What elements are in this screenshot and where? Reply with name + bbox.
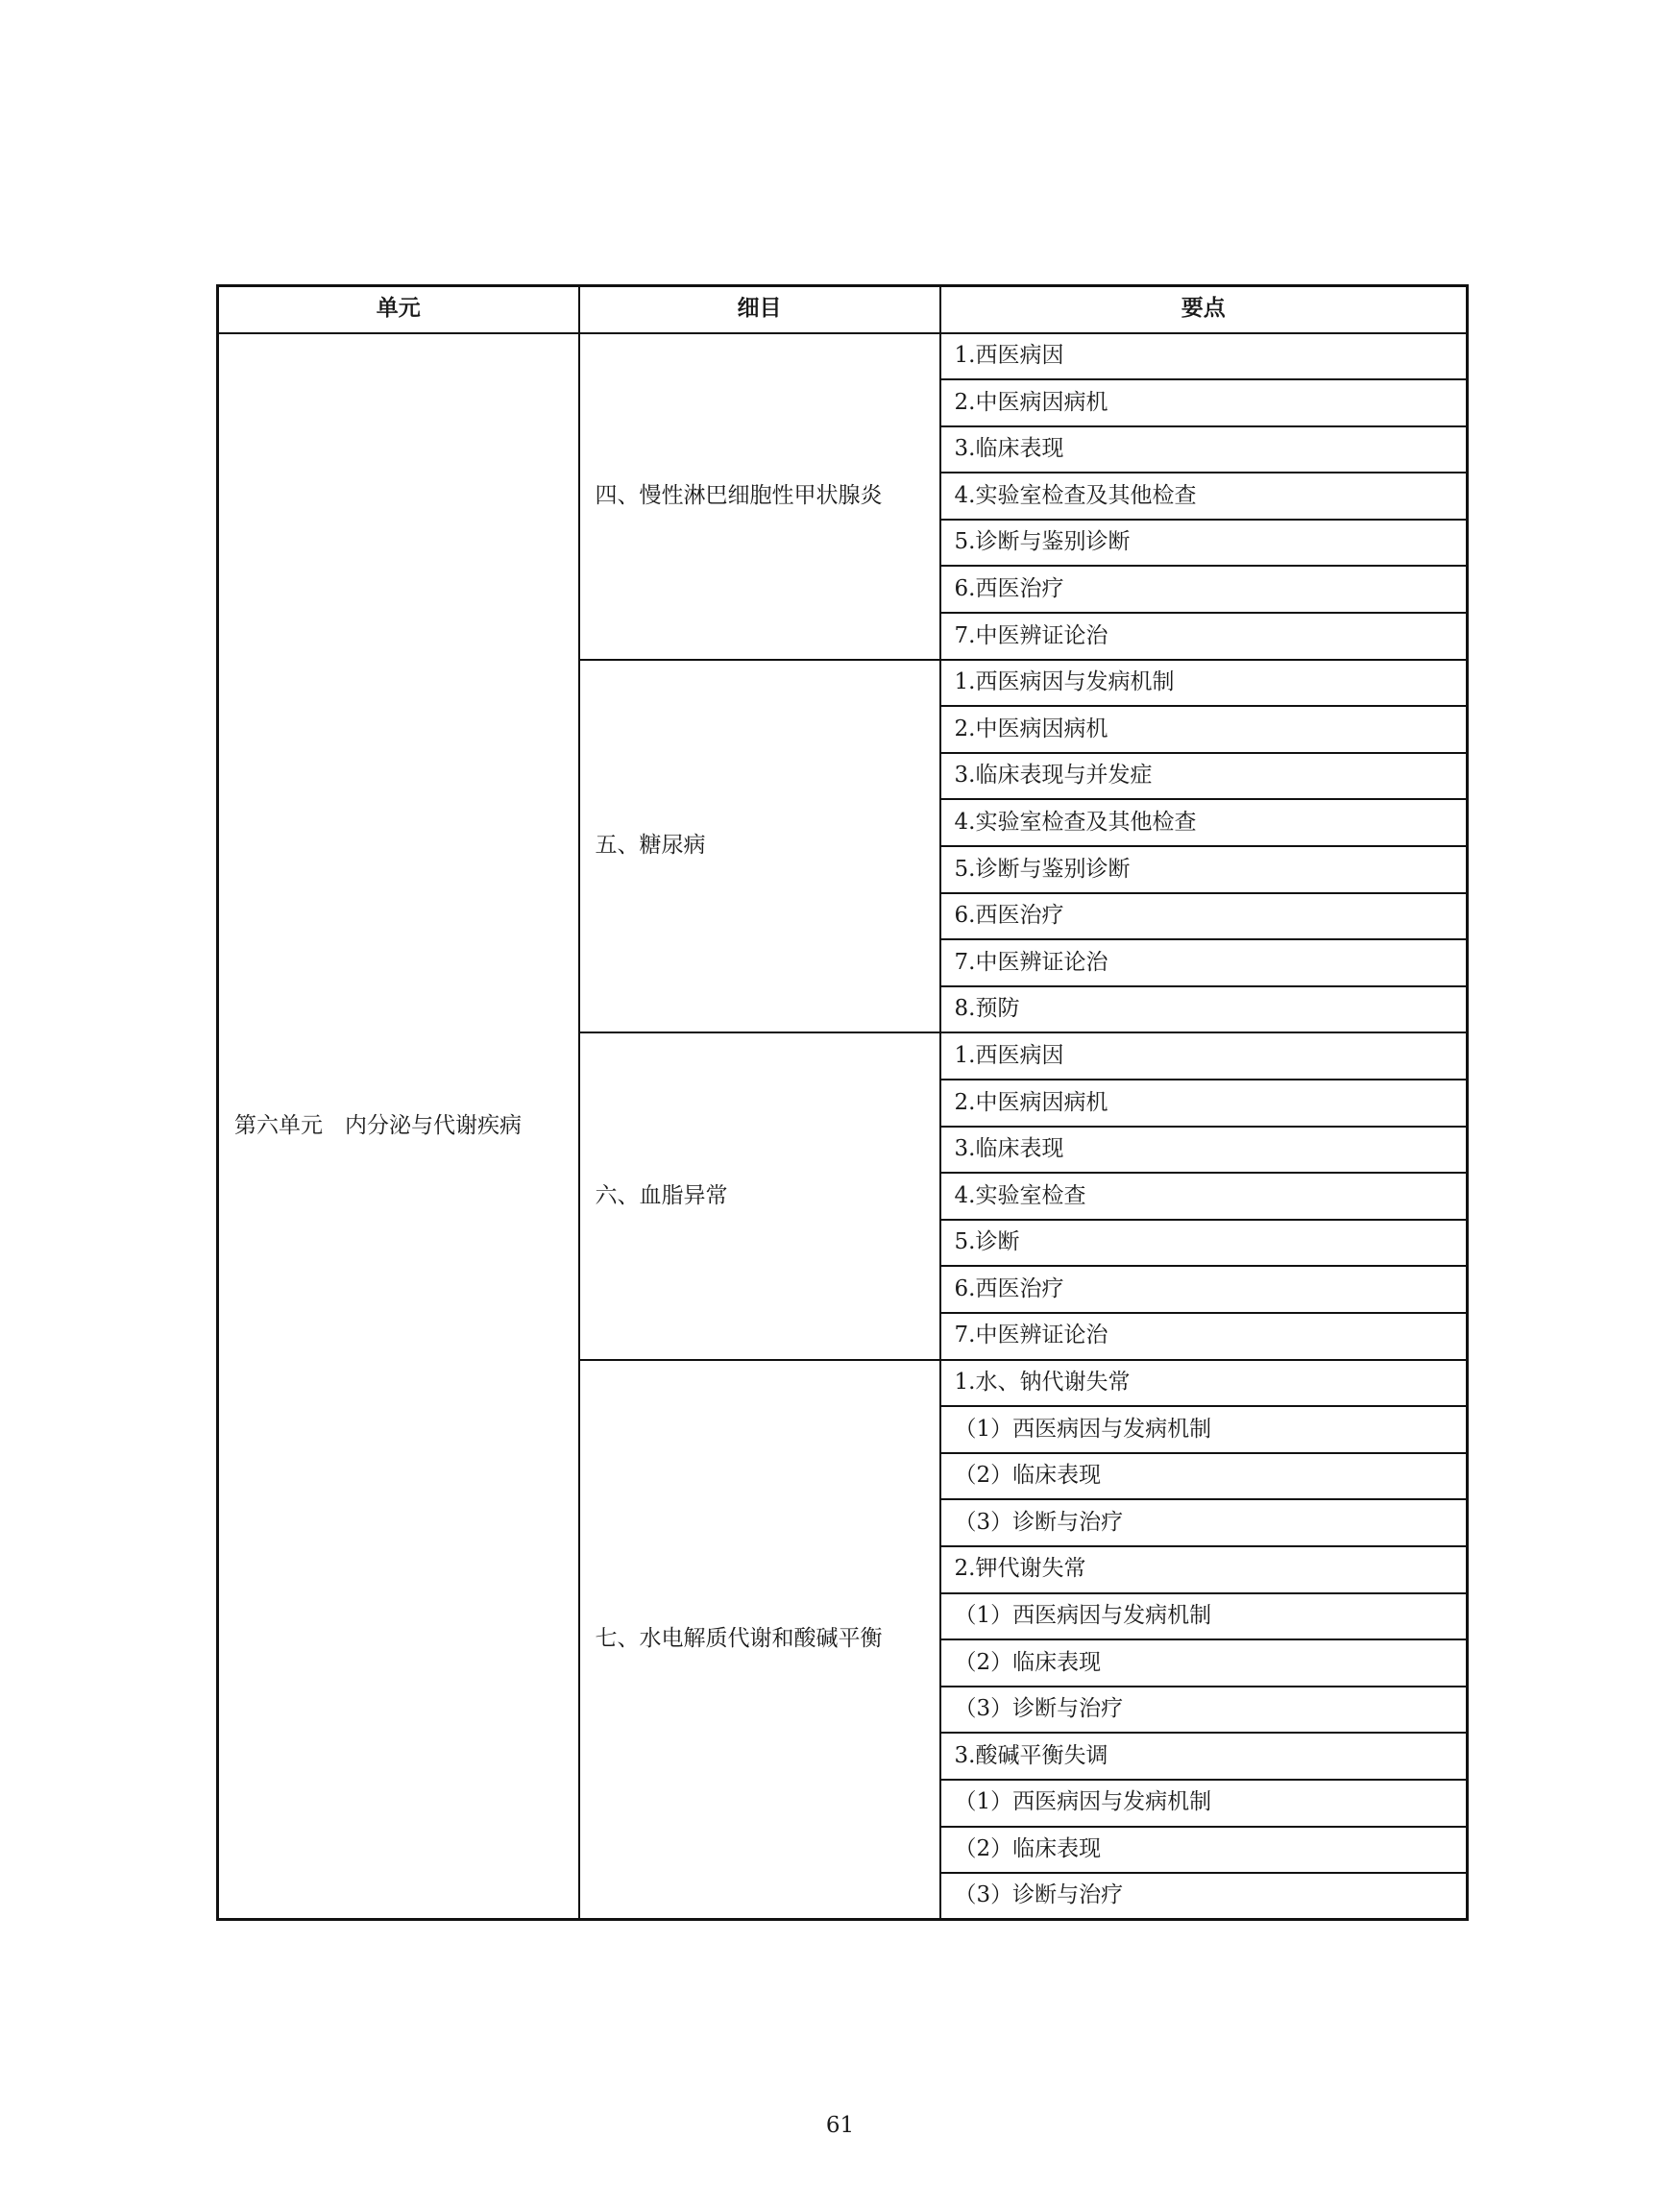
point-cell: （2）临床表现 [940, 1639, 1468, 1687]
point-cell: 3.酸碱平衡失调 [940, 1733, 1468, 1780]
subject-cell: 七、水电解质代谢和酸碱平衡 [579, 1360, 940, 1920]
unit-cell: 第六单元 内分泌与代谢疾病 [218, 333, 579, 1920]
subject-cell: 五、糖尿病 [579, 660, 940, 1033]
page-number: 61 [825, 2113, 855, 2138]
point-cell: （3）诊断与治疗 [940, 1873, 1468, 1920]
point-cell: （1）西医病因与发病机制 [940, 1593, 1468, 1640]
point-cell: 6.西医治疗 [940, 893, 1468, 940]
subject-cell: 六、血脂异常 [579, 1032, 940, 1359]
point-cell: 6.西医治疗 [940, 1266, 1468, 1313]
point-cell: （3）诊断与治疗 [940, 1499, 1468, 1546]
point-cell: （2）临床表现 [940, 1827, 1468, 1874]
point-cell: 1.西医病因 [940, 333, 1468, 380]
point-cell: （1）西医病因与发病机制 [940, 1406, 1468, 1453]
point-cell: 3.临床表现与并发症 [940, 753, 1468, 800]
point-cell: 4.实验室检查及其他检查 [940, 473, 1468, 520]
table-row [218, 333, 1468, 380]
point-cell: 2.中医病因病机 [940, 706, 1468, 753]
point-cell: 2.中医病因病机 [940, 1080, 1468, 1127]
point-cell: 8.预防 [940, 986, 1468, 1033]
point-cell: （1）西医病因与发病机制 [940, 1780, 1468, 1827]
header-unit: 单元 [218, 286, 579, 333]
table-body [218, 333, 1468, 1920]
point-cell: 4.实验室检查及其他检查 [940, 799, 1468, 846]
point-cell: 7.中医辨证论治 [940, 613, 1468, 660]
header-points: 要点 [940, 286, 1468, 333]
header-row [218, 286, 1468, 333]
point-cell: 5.诊断与鉴别诊断 [940, 846, 1468, 893]
point-cell: 1.水、钠代谢失常 [940, 1360, 1468, 1407]
point-cell: 5.诊断 [940, 1220, 1468, 1267]
point-cell: 6.西医治疗 [940, 566, 1468, 613]
point-cell: 7.中医辨证论治 [940, 939, 1468, 986]
point-cell: 3.临床表现 [940, 1127, 1468, 1174]
point-cell: （2）临床表现 [940, 1453, 1468, 1500]
point-cell: 2.钾代谢失常 [940, 1546, 1468, 1593]
point-cell: 5.诊断与鉴别诊断 [940, 520, 1468, 567]
point-cell: 2.中医病因病机 [940, 379, 1468, 426]
header-subject: 细目 [579, 286, 940, 333]
point-cell: （3）诊断与治疗 [940, 1687, 1468, 1734]
subject-cell: 四、慢性淋巴细胞性甲状腺炎 [579, 333, 940, 660]
point-cell: 3.临床表现 [940, 426, 1468, 473]
point-cell: 7.中医辨证论治 [940, 1313, 1468, 1360]
point-cell: 4.实验室检查 [940, 1173, 1468, 1220]
point-cell: 1.西医病因与发病机制 [940, 660, 1468, 707]
point-cell: 1.西医病因 [940, 1032, 1468, 1080]
syllabus-table [216, 284, 1469, 1921]
